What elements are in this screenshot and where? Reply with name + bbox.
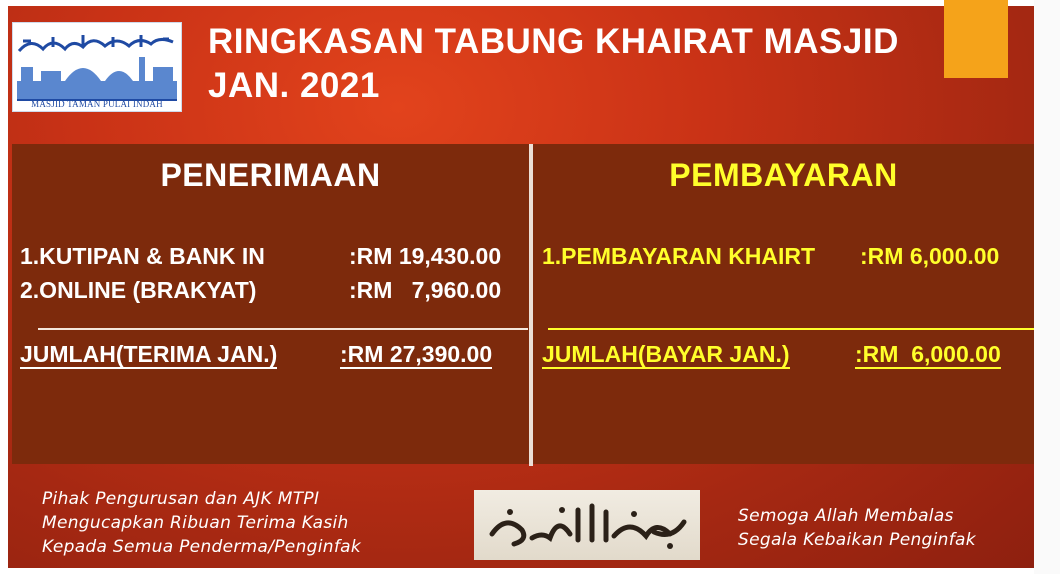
penerimaan-item-1-label: 1.KUTIPAN & BANK IN: [20, 243, 265, 269]
penerimaan-item-2-label: 2.ONLINE (BRAKYAT): [20, 277, 257, 303]
mosque-logo-graphic: [13, 23, 181, 111]
penerimaan-total-label-text: JUMLAH(TERIMA JAN.): [20, 341, 278, 367]
penerimaan-total-label: [20, 339, 277, 369]
title-line-1: RINGKASAN TABUNG KHAIRAT MASJID: [208, 22, 899, 61]
penerimaan-total-amount: [340, 339, 492, 369]
pembayaran-item-1-label: 1.PEMBAYARAN KHAIRT: [542, 243, 816, 269]
footer-left-line-1: Pihak Pengurusan dan AJK MTPI: [42, 489, 320, 509]
penerimaan-item-2-amount: :RM 7,960.00: [349, 277, 502, 303]
footer-left-line-3: Kepada Semua Penderma/Penginfak: [42, 537, 361, 557]
pembayaran-item-1-amount: :RM 6,000.00: [860, 243, 1000, 269]
penerimaan-total-amount-text: :RM 27,390.00: [340, 341, 493, 367]
pembayaran-total-label: [542, 339, 790, 369]
pembayaran-heading: PEMBAYARAN: [669, 157, 898, 193]
pembayaran-rule: [548, 328, 1034, 330]
footer-right-line-2: Segala Kebaikan Penginfak: [738, 530, 976, 550]
footer-thanks-note: [42, 487, 361, 559]
pembayaran-total-amount: [855, 339, 1001, 369]
pembayaran-total-label-text: JUMLAH(BAYAR JAN.): [542, 341, 790, 367]
footer-left-line-2: Mengucapkan Ribuan Terima Kasih: [42, 513, 349, 533]
logo-caption: MASJID TAMAN PULAI INDAH: [31, 99, 163, 109]
right-edge-margin: [1034, 0, 1060, 574]
penerimaan-rule: [38, 328, 528, 330]
footer-prayer-note: [738, 504, 976, 552]
penerimaan-heading: PENERIMAAN: [160, 157, 381, 193]
mosque-logo: [12, 22, 182, 112]
calligraphy-graphic: [474, 490, 700, 560]
orange-accent-square: [944, 0, 1008, 78]
title-line-2: JAN. 2021: [208, 66, 380, 105]
footer-right-line-1: Semoga Allah Membalas: [738, 506, 954, 526]
page-title: [208, 20, 899, 108]
penerimaan-item-1-amount: :RM 19,430.00: [349, 243, 502, 269]
calligraphy-image: [474, 490, 700, 560]
pembayaran-total-amount-text: :RM 6,000.00: [855, 341, 1001, 367]
